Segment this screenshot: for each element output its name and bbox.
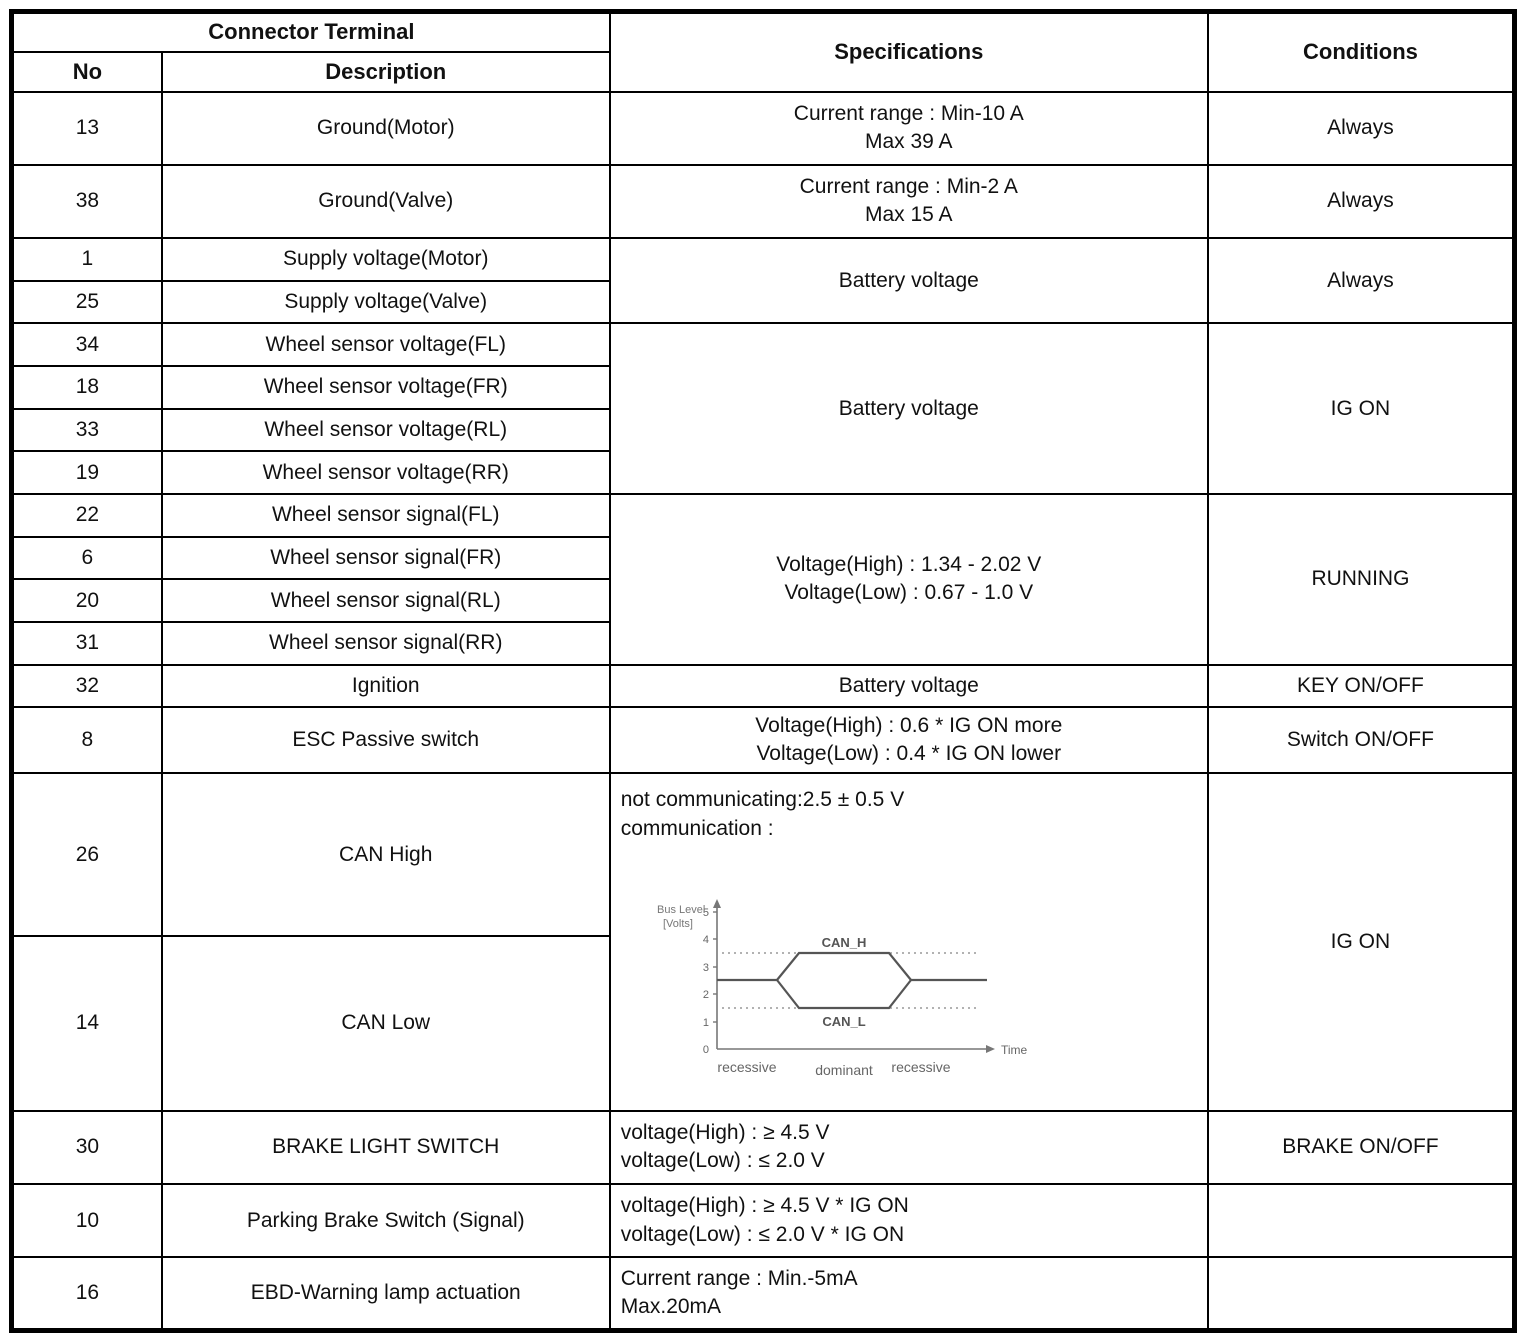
terminal-desc-cell: Ignition bbox=[162, 665, 610, 708]
can-h-label: CAN_H bbox=[821, 934, 867, 950]
terminal-no-cell: 25 bbox=[12, 281, 162, 324]
can-bus-level-chart bbox=[627, 869, 1067, 1084]
header-specifications: Specifications bbox=[610, 12, 1208, 92]
can-h-line bbox=[777, 953, 911, 980]
table-row bbox=[12, 1111, 1515, 1184]
spec-line-1: Current range : Min-2 A bbox=[799, 174, 1018, 198]
terminal-desc-cell: Supply voltage(Motor) bbox=[162, 238, 610, 281]
spec-line-2: voltage(Low) : ≤ 2.0 V bbox=[620, 1149, 825, 1173]
y-tick-label: 5 bbox=[702, 906, 709, 919]
terminal-no-cell: 8 bbox=[12, 707, 162, 773]
spec-line-2: Max 39 A bbox=[865, 130, 953, 154]
spec-line-1: Voltage(High) : 0.6 * IG ON more bbox=[755, 713, 1063, 737]
terminal-no-cell: 38 bbox=[12, 165, 162, 238]
terminal-no-cell: 26 bbox=[12, 773, 162, 936]
terminal-no-cell: 20 bbox=[12, 579, 162, 622]
condition-cell: Switch ON/OFF bbox=[1208, 707, 1515, 773]
y-axis-title-line1: Bus Level bbox=[656, 903, 705, 916]
terminal-no-cell: 32 bbox=[12, 665, 162, 708]
spec-cell bbox=[610, 92, 1208, 165]
y-tick-label: 1 bbox=[702, 1016, 709, 1029]
terminal-desc-cell: Ground(Valve) bbox=[162, 165, 610, 238]
condition-cell: IG ON bbox=[1208, 773, 1515, 1111]
terminal-desc-cell: Wheel sensor voltage(RL) bbox=[162, 409, 610, 452]
condition-cell bbox=[1208, 1257, 1515, 1330]
terminal-no-cell: 18 bbox=[12, 366, 162, 409]
terminal-no-cell: 13 bbox=[12, 92, 162, 165]
terminal-no-cell: 31 bbox=[12, 622, 162, 665]
terminal-no-cell: 34 bbox=[12, 323, 162, 366]
time-label: Time bbox=[1000, 1042, 1027, 1057]
terminal-desc-cell: Wheel sensor signal(RL) bbox=[162, 579, 610, 622]
spec-line-1: Current range : Min.-5mA bbox=[620, 1266, 858, 1290]
spec-line-2: voltage(Low) : ≤ 2.0 V * IG ON bbox=[620, 1222, 905, 1246]
terminal-no-cell: 19 bbox=[12, 451, 162, 494]
terminal-desc-cell: BRAKE LIGHT SWITCH bbox=[162, 1111, 610, 1184]
phase-label-dominant: dominant bbox=[814, 1061, 873, 1078]
table-row bbox=[12, 707, 1515, 773]
table-row bbox=[12, 92, 1515, 165]
header-description: Description bbox=[162, 52, 610, 92]
terminal-desc-cell: CAN Low bbox=[162, 936, 610, 1111]
spec-cell: Battery voltage bbox=[610, 665, 1208, 708]
condition-cell: IG ON bbox=[1208, 323, 1515, 494]
terminal-no-cell: 14 bbox=[12, 936, 162, 1111]
table-row bbox=[12, 238, 1515, 281]
table-row bbox=[12, 323, 1515, 366]
phase-label-recessive-2: recessive bbox=[891, 1058, 951, 1075]
condition-cell: KEY ON/OFF bbox=[1208, 665, 1515, 708]
condition-cell: RUNNING bbox=[1208, 494, 1515, 665]
spec-line-2: Max.20mA bbox=[620, 1295, 722, 1319]
y-tick-label: 2 bbox=[702, 988, 709, 1001]
terminal-no-cell: 1 bbox=[12, 238, 162, 281]
spec-cell bbox=[610, 1111, 1208, 1184]
table-row bbox=[12, 665, 1515, 708]
y-axis-title-line2: [Volts] bbox=[662, 917, 693, 930]
table-row bbox=[12, 165, 1515, 238]
can-spec-line-1: not communicating:2.5 ± 0.5 V bbox=[620, 788, 905, 812]
terminal-desc-cell: EBD-Warning lamp actuation bbox=[162, 1257, 610, 1330]
spec-line-1: Voltage(High) : 1.34 - 2.02 V bbox=[776, 553, 1042, 577]
terminal-no-cell: 33 bbox=[12, 409, 162, 452]
connector-terminal-table bbox=[9, 9, 1517, 1333]
header-conditions: Conditions bbox=[1208, 12, 1515, 92]
header-connector-terminal: Connector Terminal bbox=[12, 12, 610, 52]
spec-cell bbox=[610, 1257, 1208, 1330]
condition-cell bbox=[1208, 1184, 1515, 1257]
spec-cell-can bbox=[610, 773, 1208, 1111]
terminal-desc-cell: Supply voltage(Valve) bbox=[162, 281, 610, 324]
terminal-desc-cell: CAN High bbox=[162, 773, 610, 936]
table-row bbox=[12, 1184, 1515, 1257]
can-spec-line-2: communication : bbox=[620, 816, 774, 840]
can-l-label: CAN_L bbox=[822, 1013, 866, 1029]
terminal-desc-cell: ESC Passive switch bbox=[162, 707, 610, 773]
table-row bbox=[12, 494, 1515, 537]
spec-line-2: Max 15 A bbox=[865, 203, 953, 227]
header-row-1 bbox=[12, 12, 1515, 52]
spec-line-1: voltage(High) : ≥ 4.5 V bbox=[620, 1120, 830, 1144]
spec-line-2: Voltage(Low) : 0.67 - 1.0 V bbox=[784, 581, 1034, 605]
table-row bbox=[12, 773, 1515, 936]
condition-cell: Always bbox=[1208, 165, 1515, 238]
y-axis-arrow bbox=[713, 899, 721, 908]
can-bus-diagram bbox=[627, 869, 1199, 1090]
y-tick-label: 4 bbox=[702, 933, 709, 946]
terminal-desc-cell: Parking Brake Switch (Signal) bbox=[162, 1184, 610, 1257]
spec-line-1: Current range : Min-10 A bbox=[793, 101, 1024, 125]
condition-cell: Always bbox=[1208, 92, 1515, 165]
terminal-no-cell: 22 bbox=[12, 494, 162, 537]
terminal-desc-cell: Wheel sensor signal(FR) bbox=[162, 537, 610, 580]
terminal-no-cell: 10 bbox=[12, 1184, 162, 1257]
spec-line-2: Voltage(Low) : 0.4 * IG ON lower bbox=[756, 742, 1062, 766]
terminal-desc-cell: Wheel sensor signal(FL) bbox=[162, 494, 610, 537]
phase-label-recessive-1: recessive bbox=[717, 1058, 777, 1075]
spec-line-1: voltage(High) : ≥ 4.5 V * IG ON bbox=[620, 1194, 909, 1218]
x-axis-arrow bbox=[986, 1045, 995, 1053]
spec-cell bbox=[610, 1184, 1208, 1257]
terminal-desc-cell: Wheel sensor voltage(RR) bbox=[162, 451, 610, 494]
spec-cell bbox=[610, 707, 1208, 773]
table-row bbox=[12, 1257, 1515, 1330]
y-tick-label: 0 bbox=[702, 1043, 709, 1056]
spec-cell bbox=[610, 494, 1208, 665]
terminal-no-cell: 30 bbox=[12, 1111, 162, 1184]
spec-cell: Battery voltage bbox=[610, 238, 1208, 323]
can-l-line bbox=[777, 980, 911, 1008]
spec-cell bbox=[610, 165, 1208, 238]
header-no: No bbox=[12, 52, 162, 92]
terminal-desc-cell: Ground(Motor) bbox=[162, 92, 610, 165]
terminal-no-cell: 16 bbox=[12, 1257, 162, 1330]
terminal-no-cell: 6 bbox=[12, 537, 162, 580]
terminal-desc-cell: Wheel sensor voltage(FR) bbox=[162, 366, 610, 409]
terminal-desc-cell: Wheel sensor voltage(FL) bbox=[162, 323, 610, 366]
condition-cell: Always bbox=[1208, 238, 1515, 323]
spec-cell: Battery voltage bbox=[610, 323, 1208, 494]
terminal-desc-cell: Wheel sensor signal(RR) bbox=[162, 622, 610, 665]
condition-cell: BRAKE ON/OFF bbox=[1208, 1111, 1515, 1184]
y-tick-label: 3 bbox=[702, 961, 709, 974]
